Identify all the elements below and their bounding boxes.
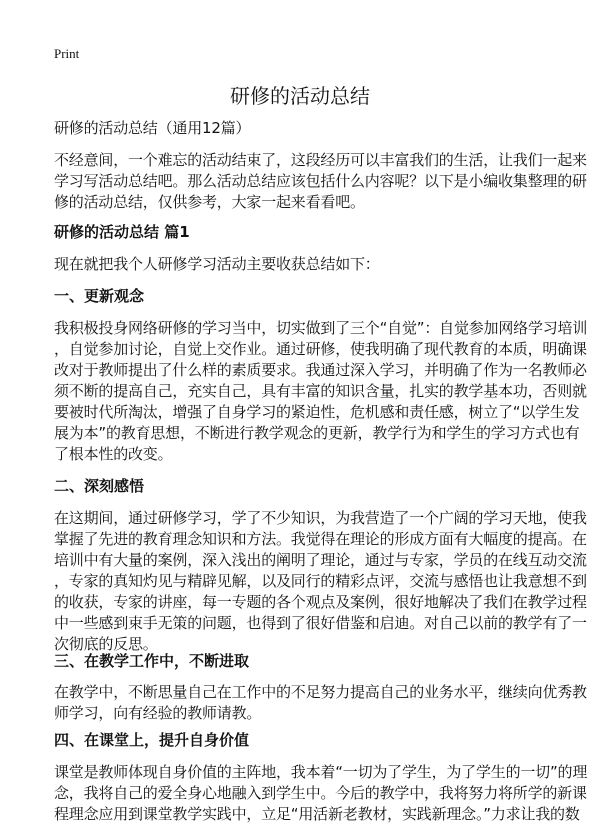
subtitle-text: 研修的活动总结（通用12篇）: [54, 119, 251, 137]
text-line: 须不断的提高自己，充实自己，具有丰富的知识含量，扎实的教学基本功，否则就: [54, 382, 587, 400]
text-line: 的收获，专家的讲座，每一专题的各个观点及案例，很好地解决了我们在教学过程: [54, 593, 587, 611]
text-line: 了根本性的改变。: [54, 445, 173, 463]
text-line: 我积极投身网络研修的学习当中，切实做到了三个“自觉”：自觉参加网络学习培训: [54, 319, 588, 337]
text-line: 在这期间，通过研修学习，学了不少知识，为我营造了一个广阔的学习天地，使我: [54, 509, 587, 527]
text-line: 现在就把我个人研修学习活动主要收获总结如下：: [54, 255, 380, 273]
text-line: 在教学中，不断思量自己在工作中的不足努力提高自己的业务水平，继续向优秀教: [54, 683, 587, 701]
text-line: 程理念应用到课堂教学实践中，立足“用活新老教材，实践新理念。”力求让我的数: [54, 805, 580, 823]
section-heading: 研修的活动总结 篇1: [54, 223, 190, 241]
heading-4: 四、在课堂上，提升自身价值: [54, 731, 250, 749]
paragraph-3: [54, 682, 587, 724]
text-line: ，自觉参加讨论，自觉上交作业。通过研修，使我明确了现代教育的本质，明确课: [54, 340, 587, 358]
intro-paragraph: [54, 150, 587, 213]
text-line: 中一些感到束手无策的问题，也得到了很好借鉴和启迪。对自己以前的教学有了一: [54, 614, 587, 632]
text-line: ，专家的真知灼见与精辟见解，以及同行的精彩点评，交流与感悟也让我意想不到: [54, 572, 587, 590]
paragraph-4: [54, 762, 588, 825]
print-link[interactable]: Print: [54, 46, 80, 61]
text-line: 掌握了先进的教育理念知识和方法。我觉得在理论的形成方面有大幅度的提高。在: [54, 530, 587, 548]
heading-1: 一、更新观念: [54, 287, 145, 305]
text-line: 不经意间，一个难忘的活动结束了，这段经历可以丰富我们的生活，让我们一起来: [54, 151, 587, 169]
text-line: 念，我将自己的爱全身心地融入到学生中。今后的教学中，我将努力将所学的新课: [54, 784, 587, 802]
text-line: 次彻底的反思。: [54, 635, 158, 653]
paragraph-1: [54, 318, 588, 465]
heading-2: 二、深刻感悟: [54, 477, 145, 495]
lead-paragraph: [54, 254, 554, 275]
heading-3: 三、在教学工作中，不断进取: [54, 652, 250, 670]
text-line: 课堂是教师体现自身价值的主阵地，我本着“一切为了学生，为了学生的一切”的理: [54, 763, 588, 781]
page-title: 研修的活动总结: [230, 84, 370, 108]
subtitle: [54, 118, 554, 139]
paragraph-2: [54, 508, 587, 655]
text-line: 展为本”的教育思想，不断进行教学观念的更新，教学行为和学生的学习方式也有: [54, 424, 580, 442]
text-line: 改对于教师提出了什么样的素质要求。我通过深入学习，并明确了作为一名教师必: [54, 361, 587, 379]
text-line: 要被时代所淘汰，增强了自身学习的紧迫性，危机感和责任感，树立了“以学生发: [54, 403, 580, 421]
text-line: 师学习，向有经验的教师请教。: [54, 704, 262, 722]
text-line: 培训中有大量的案例，深入浅出的阐明了理论，通过与专家，学员的在线互动交流: [54, 551, 587, 569]
text-line: 修的活动总结，仅供参考，大家一起来看看吧。: [54, 193, 365, 211]
text-line: 学习写活动总结吧。那么活动总结应该包括什么内容呢？以下是小编收集整理的研: [54, 172, 587, 190]
